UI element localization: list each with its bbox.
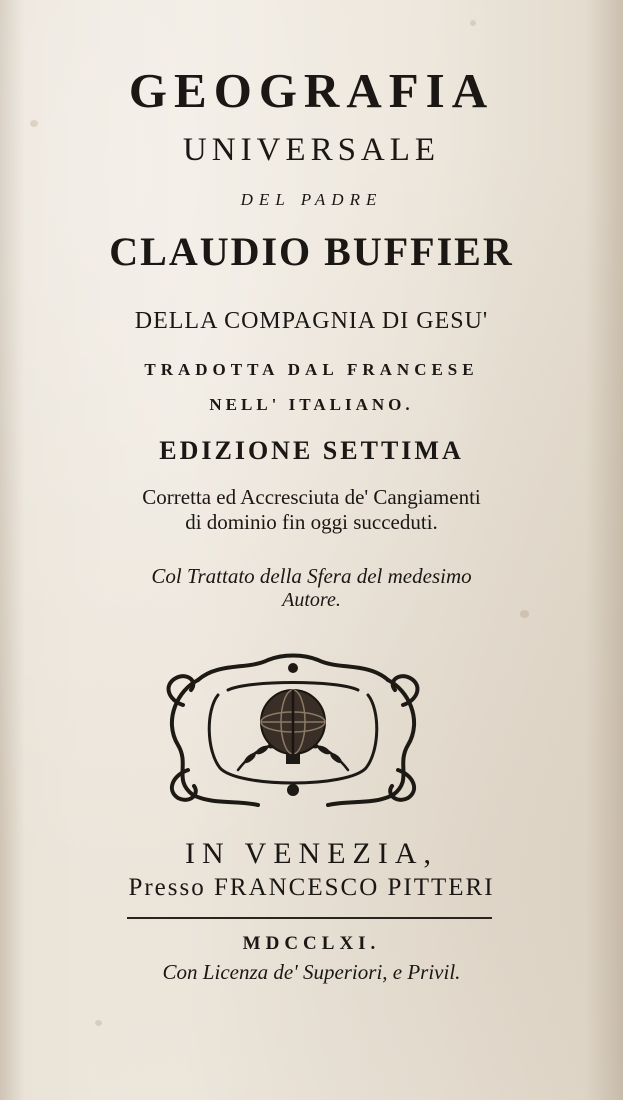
book-title: GEOGRAFIA [128, 63, 495, 118]
treatise-line-2: Autore. [282, 589, 341, 611]
printer-name: Presso FRANCESCO PITTERI [128, 874, 495, 901]
treatise-line-1: Col Trattato della Sfera del medesimo [151, 564, 472, 588]
edition: EDIZIONE SETTIMA [159, 436, 464, 465]
divider-rule [127, 917, 492, 919]
place-of-publication: IN VENEZIA, [184, 837, 439, 870]
book-subtitle: UNIVERSALE [182, 132, 441, 168]
foxing-spot [30, 120, 38, 127]
license-note: Con Licenza de' Superiori, e Privil. [162, 960, 461, 984]
publication-year: MDCCLXI. [242, 933, 381, 954]
foxing-spot [520, 610, 529, 618]
description-line-2: di dominio fin oggi succeduti. [185, 510, 438, 534]
translation-line-1: TRADOTTA DAL FRANCESE [144, 360, 479, 379]
byline: DEL PADRE [240, 190, 383, 209]
printers-device-ornament [158, 650, 428, 812]
foxing-spot [470, 20, 476, 26]
foxing-spot [95, 1020, 102, 1026]
author-name: CLAUDIO BUFFIER [109, 229, 514, 274]
description-line-1: Corretta ed Accresciuta de' Cangiamenti [142, 485, 481, 509]
translation-line-2: NELL' ITALIANO. [209, 395, 414, 414]
religious-order: DELLA COMPAGNIA DI GESU' [134, 308, 489, 334]
